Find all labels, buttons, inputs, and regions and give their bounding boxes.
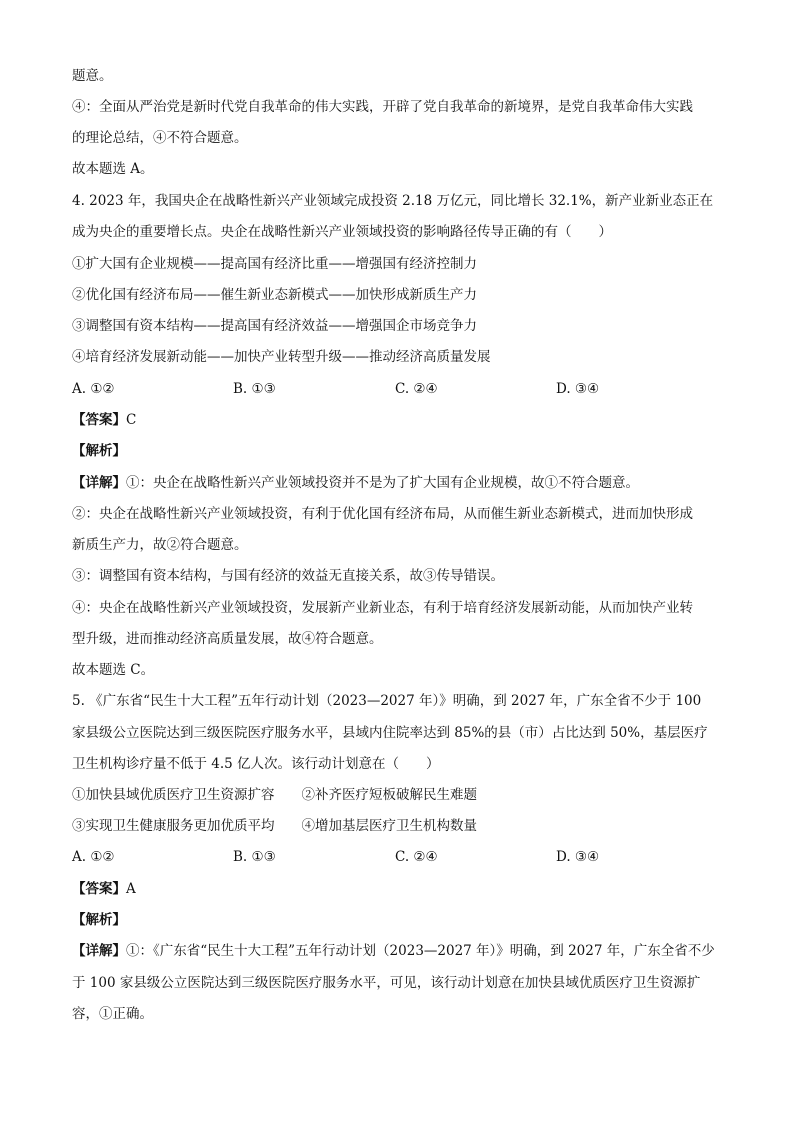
answer-tag: 【答案】 <box>72 412 126 428</box>
question-5-stem: 家县级公立医院达到三级医院医疗服务水平，县域内住院率达到 85%的县（市）占比达到 50%，基层医疗 <box>72 725 708 741</box>
answer-value: C <box>126 412 137 428</box>
question-5-item: ③实现卫生健康服务更加优质平均 ④增加基层医疗卫生机构数量 <box>72 818 477 834</box>
answer-tag: 【答案】 <box>72 881 126 897</box>
detail-text: ①：央企在战略性新兴产业领域投资并不是为了扩大国有企业规模，故①不符合题意。 <box>126 475 639 491</box>
text-line: 的理论总结，④不符合题意。 <box>72 130 248 146</box>
q4-detail: ②：央企在战略性新兴产业领域投资，有利于优化国有经济布局，从而催生新业态新模式，进而加快形成 <box>72 506 693 522</box>
question-4-stem: 4. 2023 年，我国央企在战略性新兴产业领域完成投资 2.18 万亿元，同比增长 32.1%，新产业新业态正在 <box>72 193 714 209</box>
q4-option-d: D. ③④ <box>556 381 600 397</box>
q5-option-b: B. ①③ <box>233 849 276 865</box>
q5-answer <box>72 879 136 899</box>
q4-option-c: C. ②④ <box>395 381 438 397</box>
question-4-item: ②优化国有经济布局——催生新业态新模式——加快形成新质生产力 <box>72 287 477 303</box>
q5-option-c: C. ②④ <box>395 849 438 865</box>
q4-detail: 故本题选 C。 <box>72 662 155 678</box>
question-4-item: ③调整国有资本结构——提高国有经济效益——增强国企市场竞争力 <box>72 318 477 334</box>
q5-option-a: A. ①② <box>72 849 115 865</box>
q5-option-d: D. ③④ <box>556 849 600 865</box>
q5-detail: 于 100 家县级公立医院达到三级医院医疗服务水平，可见，该行动计划意在加快县域优质医疗卫生资源扩 <box>72 975 701 991</box>
q4-option-b: B. ①③ <box>233 381 276 397</box>
question-5-stem: 卫生机构诊疗量不低于 4.5 亿人次。该行动计划意在（ ） <box>72 756 440 772</box>
q4-analysis-tag <box>72 441 126 461</box>
question-4-item: ①扩大国有企业规模——提高国有经济比重——增强国有经济控制力 <box>72 256 477 272</box>
q5-analysis-tag <box>72 910 126 930</box>
q4-detail: ③：调整国有资本结构，与国有经济的效益无直接关系，故③传导错误。 <box>72 568 504 584</box>
q4-detail: 新质生产力，故②符合题意。 <box>72 537 248 553</box>
analysis-tag: 【解析】 <box>72 443 126 459</box>
answer-value: A <box>126 881 136 897</box>
q5-detail <box>72 941 715 961</box>
q4-detail <box>72 473 639 493</box>
question-5-stem: 5. 《广东省“民生十大工程”五年行动计划（2023—2027 年）》明确，到 2027 年，广东全省不少于 100 <box>72 693 702 709</box>
question-4-item: ④培育经济发展新动能——加快产业转型升级——推动经济高质量发展 <box>72 349 491 365</box>
detail-tag: 【详解】 <box>72 475 126 491</box>
q4-detail: 型升级，进而推动经济高质量发展，故④符合题意。 <box>72 631 383 647</box>
q4-detail: ④：央企在战略性新兴产业领域投资，发展新产业新业态，有利于培育经济发展新动能，从而加快产业转 <box>72 600 693 616</box>
question-4-stem: 成为央企的重要增长点。央企在战略性新兴产业领域投资的影响路径传导正确的有（ ） <box>72 224 612 240</box>
text-line: 题意。 <box>72 68 113 84</box>
text-line: ④：全面从严治党是新时代党自我革命的伟大实践，开辟了党自我革命的新境界，是党自我革命伟大实践 <box>72 99 693 115</box>
detail-text: ①：《广东省“民生十大工程”五年行动计划（2023—2027 年）》明确，到 2027 年，广东全省不少 <box>126 943 715 959</box>
q5-detail: 容，①正确。 <box>72 1006 153 1022</box>
detail-tag: 【详解】 <box>72 943 126 959</box>
q4-option-a: A. ①② <box>72 381 115 397</box>
q4-answer <box>72 410 136 430</box>
question-5-item: ①加快县域优质医疗卫生资源扩容 ②补齐医疗短板破解民生难题 <box>72 787 477 803</box>
analysis-tag: 【解析】 <box>72 912 126 928</box>
text-line: 故本题选 A。 <box>72 161 154 177</box>
